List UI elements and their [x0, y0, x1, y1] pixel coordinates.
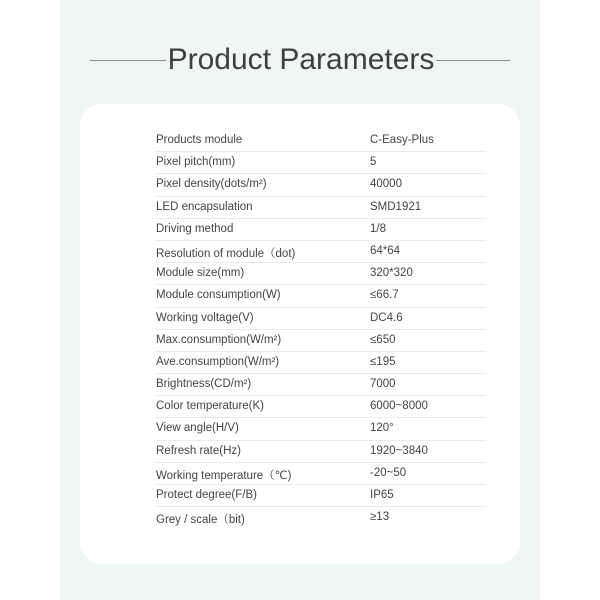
parameter-value: IP65 [370, 489, 394, 501]
parameter-value: 1920~3840 [370, 444, 428, 457]
title-divider-left [90, 60, 166, 61]
parameter-row [156, 507, 486, 529]
parameter-value: ≤195 [370, 355, 396, 368]
parameter-value: C-Easy-Plus [370, 134, 434, 146]
parameter-row [156, 374, 486, 396]
page-background [60, 0, 540, 600]
parameter-name: Module consumption(W) [156, 289, 281, 302]
parameter-row [156, 197, 486, 219]
parameter-value: 7000 [370, 378, 396, 391]
parameter-value: DC4.6 [370, 311, 403, 324]
parameter-row [156, 174, 486, 196]
parameter-row [156, 285, 486, 307]
parameter-name: Working temperature（℃) [156, 469, 292, 482]
parameter-name: LED encapsulation [156, 200, 253, 213]
parameter-value: -20~50 [370, 466, 407, 479]
parameter-value: 1/8 [370, 222, 386, 235]
parameter-value: 40000 [370, 178, 402, 191]
parameter-value: 5 [370, 156, 377, 169]
parameter-name: Driving method [156, 222, 234, 235]
parameter-name: Grey / scale（bit) [156, 514, 245, 527]
parameter-name: Working voltage(V) [156, 311, 254, 324]
parameter-row [156, 130, 486, 152]
parameter-name: Pixel density(dots/m²) [156, 178, 267, 191]
parameter-name: Module size(mm) [156, 267, 245, 280]
parameter-value: 320*320 [370, 267, 413, 280]
parameter-name: Products module [156, 134, 243, 146]
parameter-name: Pixel pitch(mm) [156, 156, 236, 169]
parameter-name: Resolution of module（dot) [156, 247, 296, 260]
parameter-row [156, 241, 486, 263]
parameters-card [80, 104, 520, 564]
page-title: Product Parameters [167, 43, 435, 76]
parameter-name: Max.consumption(W/m²) [156, 333, 282, 346]
parameter-name: Brightness(CD/m²) [156, 378, 252, 391]
parameter-value: ≥13 [370, 511, 390, 524]
parameter-name: Color temperature(K) [156, 400, 265, 413]
parameter-row [156, 418, 486, 440]
parameters-table [156, 130, 486, 529]
parameter-name: Ave.consumption(W/m²) [156, 355, 280, 368]
parameter-row [156, 441, 486, 463]
section-header [60, 38, 540, 82]
parameter-value: 120° [370, 422, 394, 435]
title-divider-right [436, 60, 510, 61]
parameter-row [156, 485, 486, 507]
parameter-value: 64*64 [370, 244, 401, 257]
parameter-name: View angle(H/V) [156, 422, 239, 435]
parameter-value: 6000~8000 [370, 400, 428, 413]
parameter-row [156, 219, 486, 241]
parameter-name: Protect degree(F/B) [156, 489, 257, 501]
parameter-row [156, 308, 486, 330]
parameter-row [156, 463, 486, 485]
parameter-value: SMD1921 [370, 200, 422, 213]
parameter-row [156, 263, 486, 285]
parameter-value: ≤66.7 [370, 289, 399, 302]
parameter-row [156, 330, 486, 352]
parameter-row [156, 396, 486, 418]
parameter-row [156, 352, 486, 374]
parameter-name: Refresh rate(Hz) [156, 444, 241, 457]
parameter-value: ≤650 [370, 333, 396, 346]
parameter-row [156, 152, 486, 174]
